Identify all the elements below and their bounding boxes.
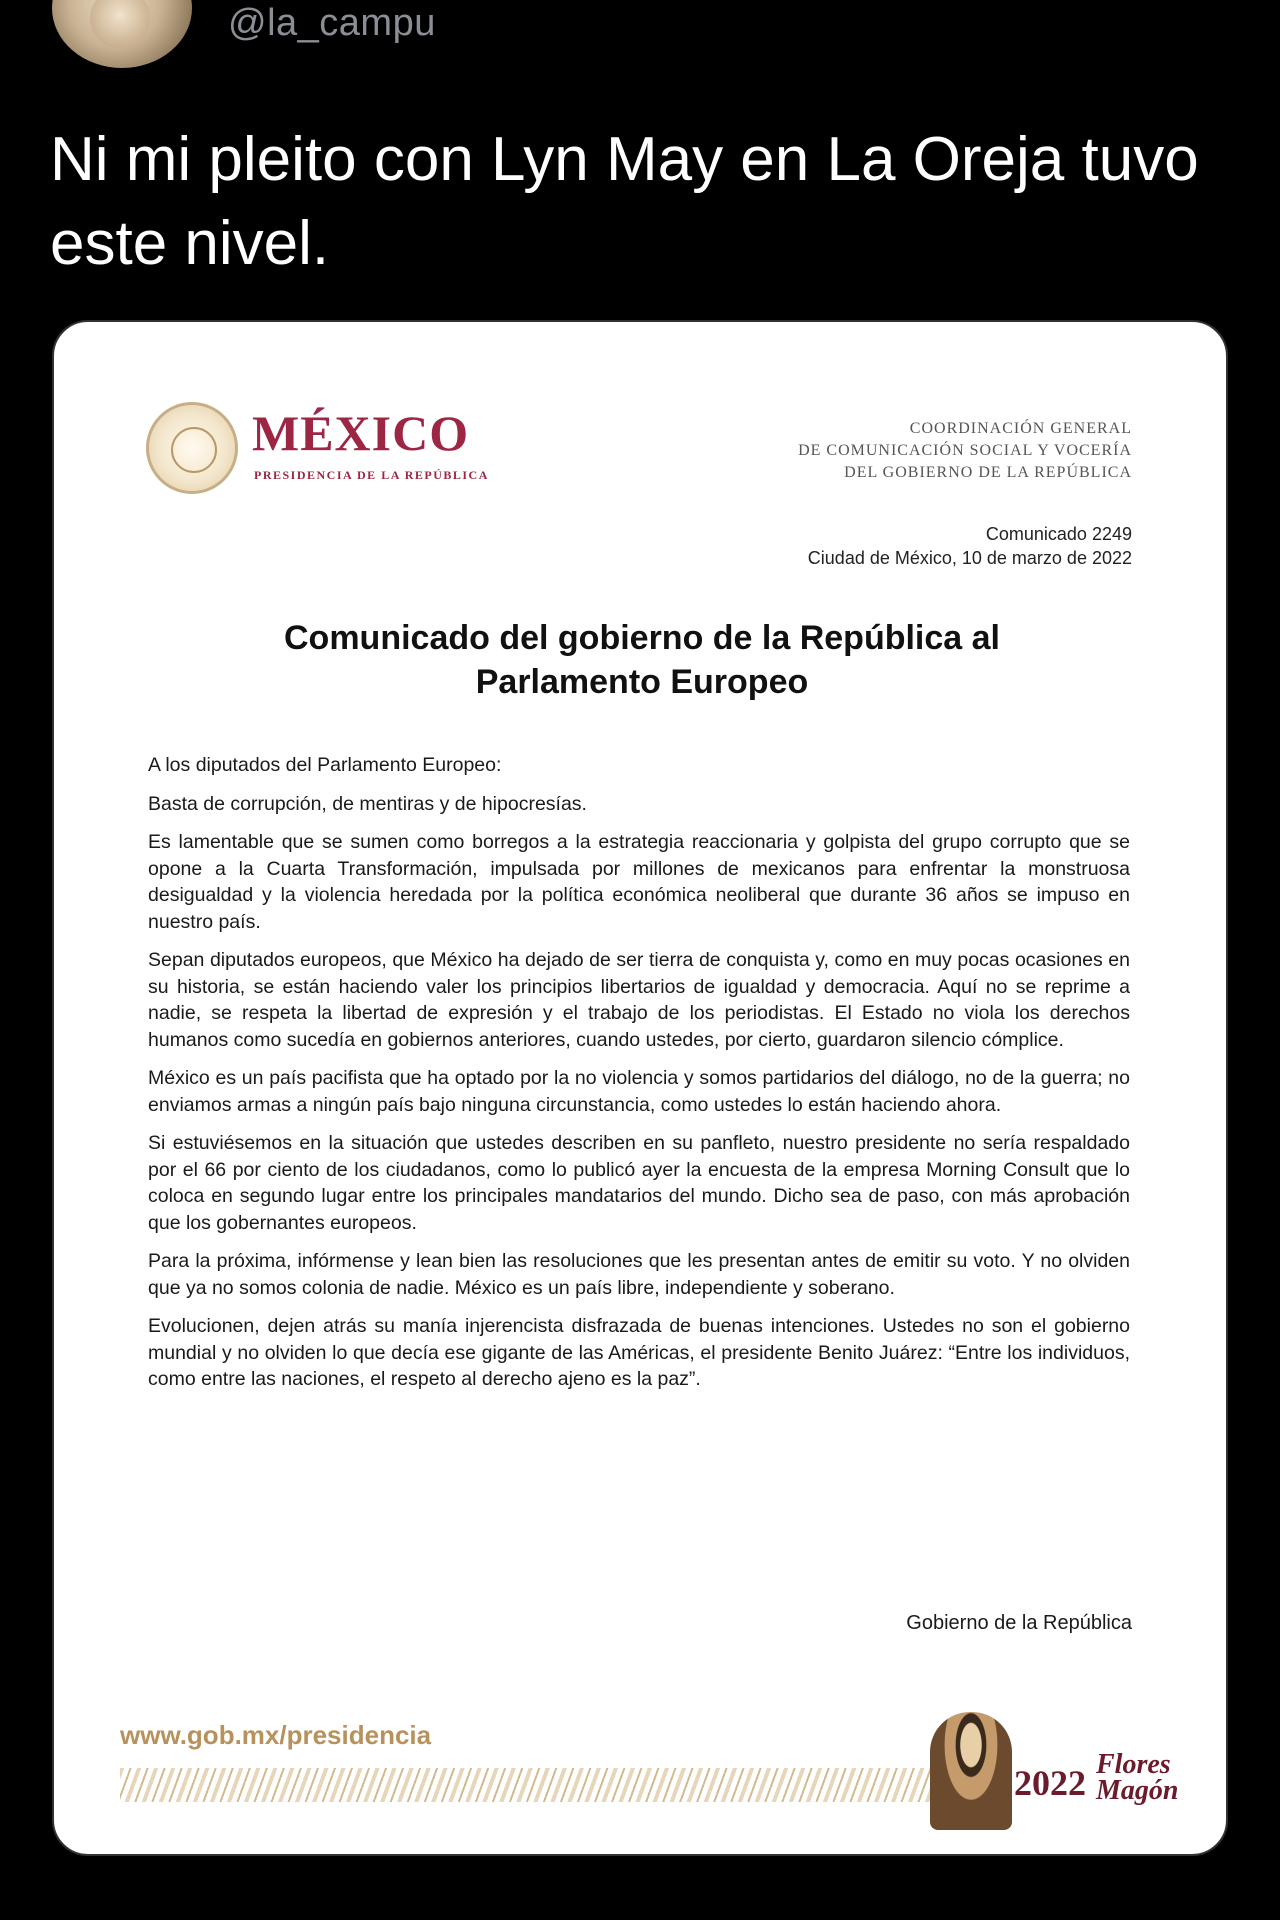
tweet-text: Ni mi pleito con Lyn May en La Oreja tuvo este nivel. [50,125,1199,278]
paragraph: Es lamentable que se sumen como borregos a la estrategia reaccionaria y golpista del grupo corrupto que se opone a la Cuarta Transformación, impulsada por millones de mexicanos para enfrentar la monstruosa desigualdad y la violencia heredada por la política económica neoliberal que durante 36 años se impuso en nuestro país. [148,831,1130,933]
place-date: Ciudad de México, 10 de marzo de 2022 [807,548,1132,568]
decorative-pattern [120,1768,984,1802]
attached-image[interactable] [52,320,1228,1856]
title-line: Parlamento Europeo [475,663,809,701]
paragraph: México es un país pacifista que ha optado por la no violencia y somos partidarios del diálogo, no de la guerra; no enviamos armas a ningún país bajo ninguna circunstancia, como ustedes lo están haciendo ahora. [148,1067,1130,1116]
coordination-line: DE COMUNICACIÓN SOCIAL Y VOCERÍA [798,442,1132,459]
paragraph: Evolucionen, dejen atrás su manía injerencista disfrazada de buenas intenciones. Ustedes no son el gobierno mundial y no olviden lo que decía ese gigante de las Américas, el presidente Benito Juárez: “Entre los individuos, como entre las naciones, el respeto al derecho ajeno es la paz”. [148,1315,1130,1390]
avatar[interactable] [52,0,192,68]
paragraph: Si estuviésemos en la situación que ustedes describen en su panfleto, nuestro presidente no sería respaldado por el 66 por ciento de los ciudadanos, como lo publicó ayer la encuesta de la empresa Morning Consult que lo coloca en segundo lugar entre los principales mandatarios del mundo. Dicho sea de paso, con más aprobación que los gobernantes europeos. [148,1132,1130,1234]
paragraph: Basta de corrupción, de mentiras y de hipocresías. [148,792,587,815]
footer-url: www.gob.mx/presidencia [120,1720,432,1750]
paragraph: Para la próxima, infórmense y lean bien las resoluciones que les presentan antes de emitir su voto. Y no olviden que ya no somos colonia de nadie. México es un país libre, independiente y soberano. [148,1250,1130,1299]
footer-year: 2022 [1014,1763,1086,1803]
footer-name-bottom: Magón [1096,1775,1179,1806]
mexico-seal-icon [146,402,238,494]
tweet-header [0,0,1280,80]
logo-subtitle: PRESIDENCIA DE LA REPÚBLICA [254,468,489,482]
logo-word: MÉXICO [252,405,470,461]
coordination-line: COORDINACIÓN GENERAL [909,420,1132,437]
user-handle[interactable]: @la_campu [228,2,436,44]
document-title [194,616,1090,704]
title-line: Comunicado del gobierno de la República al [284,619,1000,657]
signature: Gobierno de la República [906,1612,1132,1634]
footer-name [1096,1749,1179,1806]
avatar-face [90,0,150,48]
paragraph: Sepan diputados europeos, que México ha dejado de ser tierra de conquista y, como en muy pocas ocasiones en su historia, se están haciendo valer los principios libertarios de igualdad y democracia. Aquí no se reprime a nadie, se respeta la libertad de expresión y el trabajo de los periodistas. El Estado no viola los derechos humanos como sucedía en gobiernos anteriores, cuando ustedes, por cierto, guardaron silencio cómplice. [148,949,1130,1051]
communique-document [54,322,1228,1856]
communique-meta [632,522,1132,570]
coordination-header [672,418,1132,484]
document-body [148,752,1130,1405]
paragraph: A los diputados del Parlamento Europeo: [148,754,502,776]
coordination-line: DEL GOBIERNO DE LA REPÚBLICA [844,464,1132,481]
communique-number: Comunicado 2249 [985,524,1132,544]
footer-name-top: Flores [1096,1749,1171,1780]
portrait-icon [930,1712,1012,1830]
